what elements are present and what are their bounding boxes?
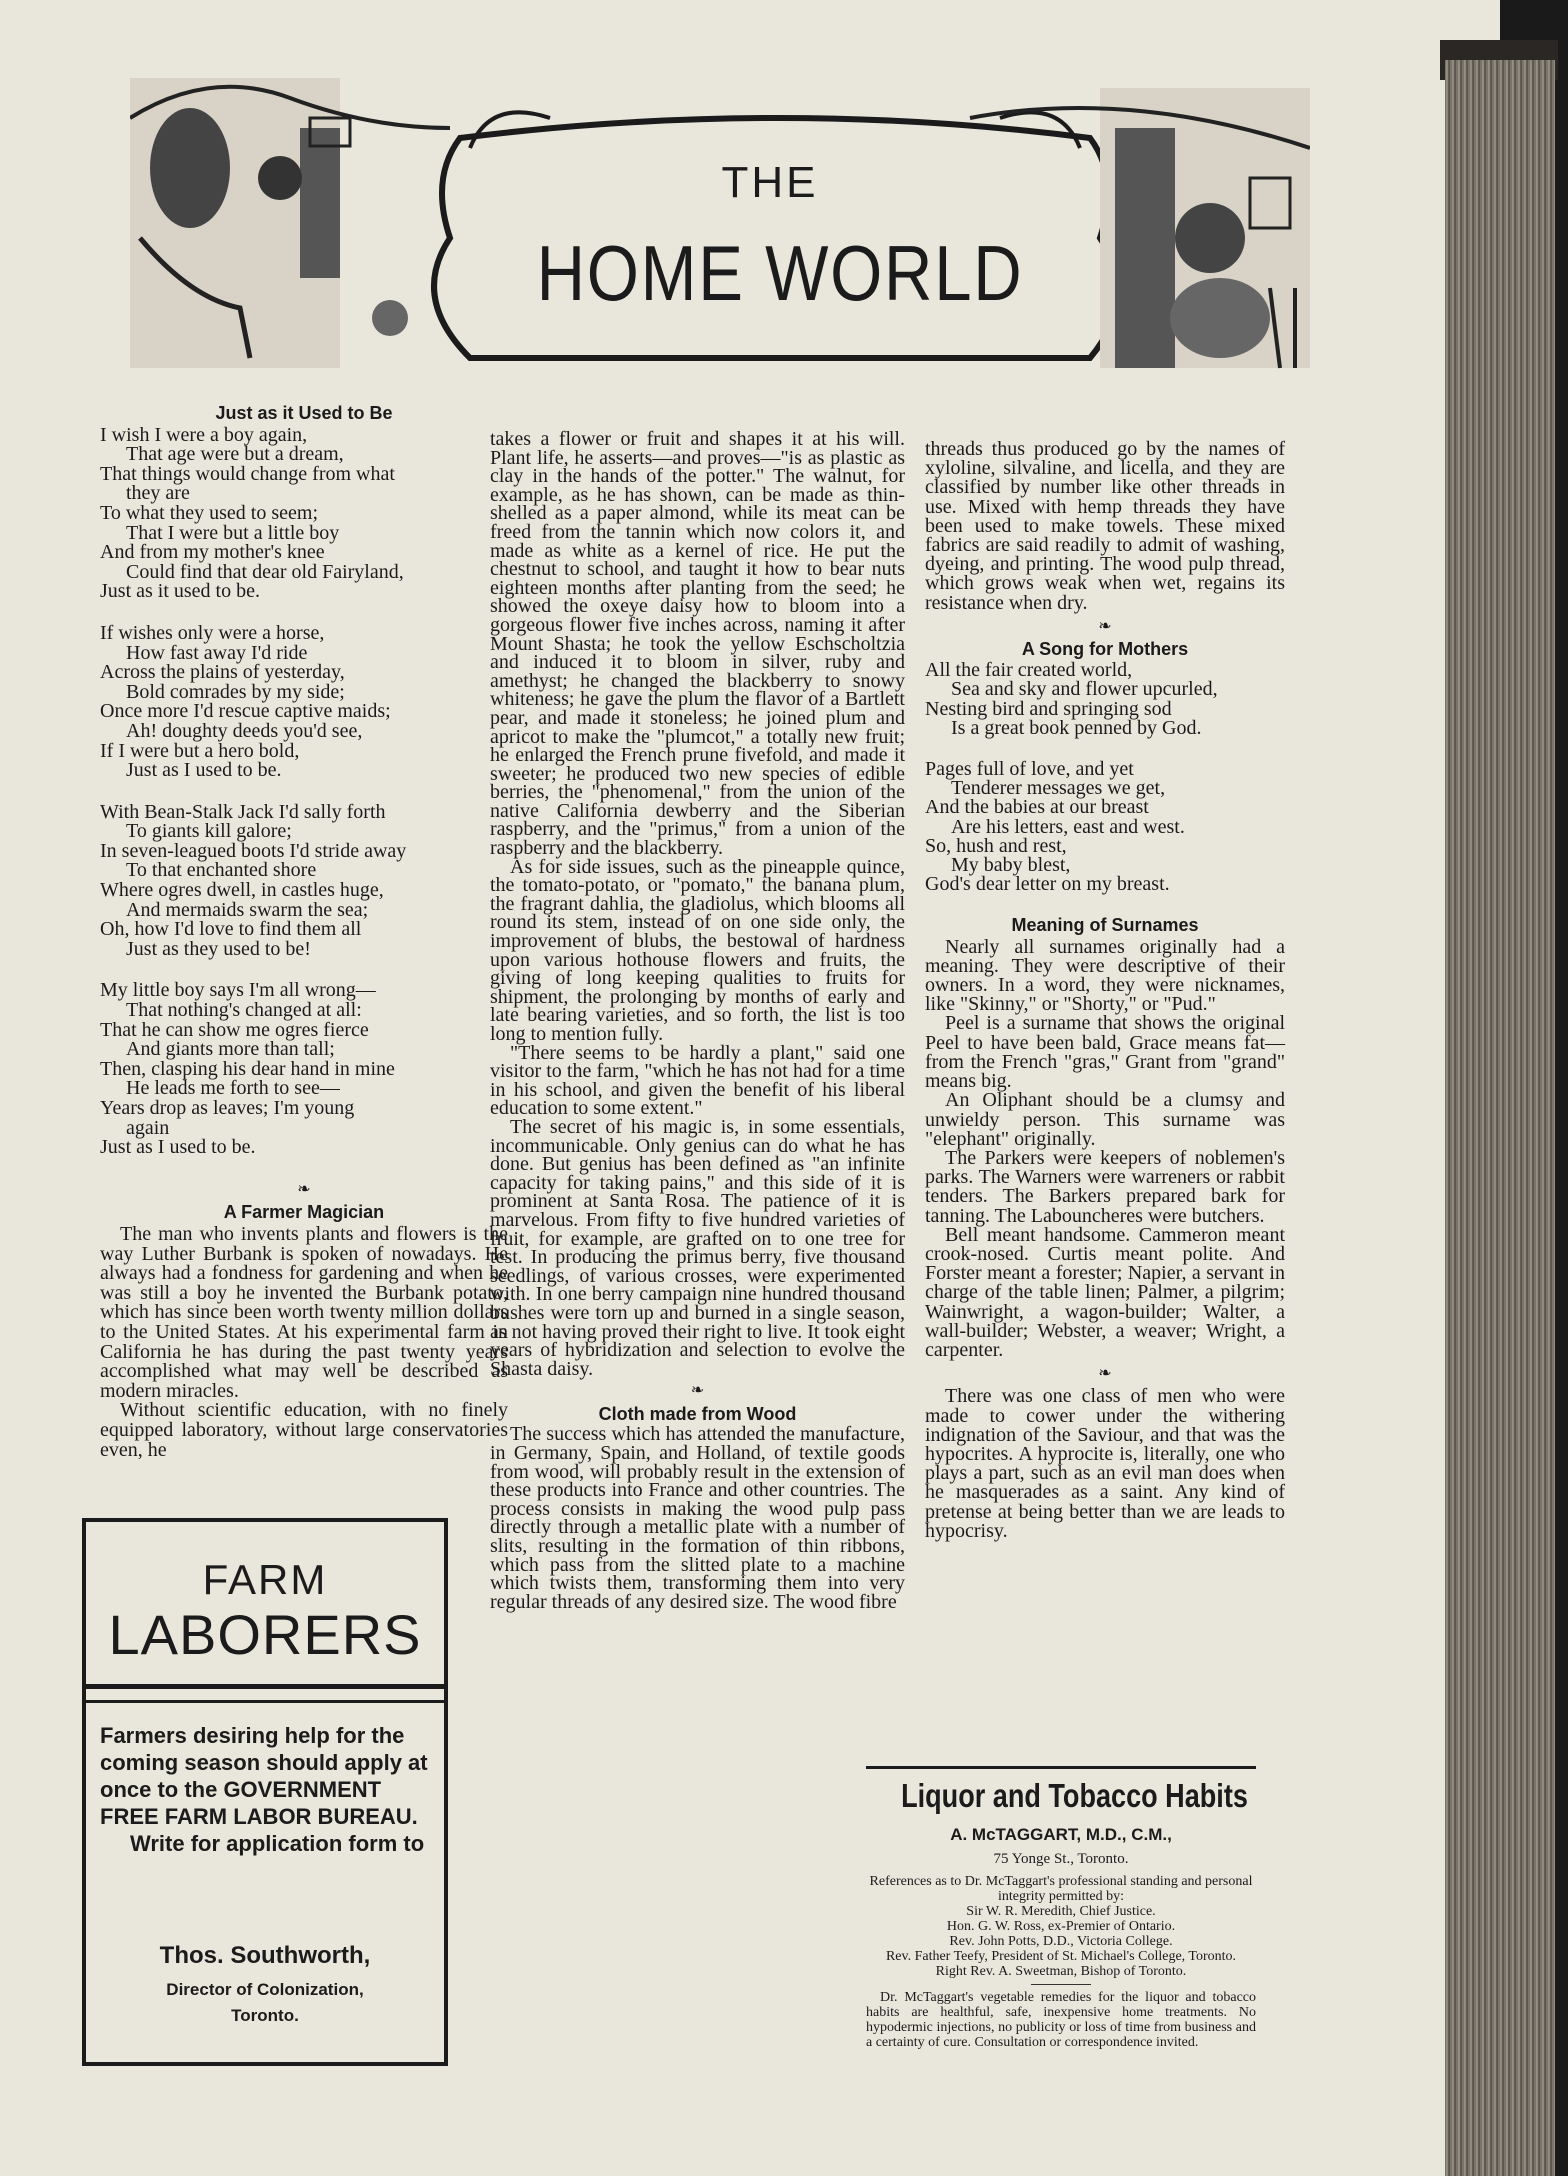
ad-body (100, 1722, 430, 1857)
poem-line: they are (126, 482, 190, 505)
paragraph: Peel is a surname that shows the original Peel to have been bald, Grace means fat—from the French "gras," Grant from "grand" means big. (925, 1012, 1285, 1093)
poem-line: How fast away I'd ride (126, 641, 308, 664)
stanza (925, 760, 1285, 894)
poem-line: To what they used to seem; (100, 501, 318, 524)
ad-title: Director of Colonization, (166, 1980, 364, 1999)
poem-line: Tenderer messages we get, (951, 777, 1166, 800)
poem-line: If I were but a hero bold, (100, 739, 300, 762)
ornament: ❧ (297, 1180, 311, 1198)
poem-line: Then, clasping his dear hand in mine (100, 1057, 395, 1080)
ad-farm-word: FARM (202, 1556, 328, 1603)
paragraph: The success which has attended the manufacture, in Germany, Spain, and Holland, of textile goods from wood, will probably result in the extension of these products into France and other countries. The process consists in making the wood pulp pass directly through a metallic plate with a number of slits, resulting in the formation of thin ribbons, which pass from the slitted plate to a machine which twists them, transforming them into very regular threads of any desired size. The wood fibre (490, 1423, 905, 1613)
ad-reference: Right Rev. A. Sweetman, Bishop of Toronto. (935, 1964, 1187, 1979)
column-3 (925, 440, 1285, 1541)
ad-divider (86, 1700, 444, 1703)
ad-signature (86, 1942, 444, 2026)
poem-line: God's dear letter on my breast. (925, 873, 1170, 896)
poem-line: He leads me forth to see— (126, 1077, 340, 1100)
poem-line: To that enchanted shore (126, 859, 317, 882)
paragraph: Nearly all surnames originally had a meaning. They were descriptive of their owners. In a word, they were nicknames, like "Skinny," or "Shorty," or "Pud." (925, 935, 1285, 1016)
poem-line: Nesting bird and springing sod (925, 697, 1172, 720)
masthead (130, 58, 1310, 388)
child-figure (258, 156, 302, 200)
poem-line: And the babies at our breast (925, 796, 1149, 819)
ad-top-rule (866, 1766, 1256, 1769)
poem-line: Years drop as leaves; I'm young (100, 1097, 355, 1119)
right-curtain (1115, 128, 1175, 368)
ad-headline: Liquor and Tobacco Habits (901, 1777, 1248, 1814)
paragraph: The secret of his magic is, in some essentials, incommunicable. Only genius can do what he has done. But genius has been defined as "an infinite capacity for taking pains," and this side of it is prominent at Santa Rosa. The patience of it is marvelous. From fifty to five hundred varieties of fruit, for example, are grafted on to one tree for test. In producing the primus berry, five thousand seedlings, of various crosses, were experimented with. In one berry campaign nine hundred thousand bushes were torn up and burned in a single season, as not having proved their right to live. It took eight years of hybridization and selection to evolve the Shasta daisy. (490, 1115, 905, 1380)
ornament: ❧ (1098, 617, 1112, 635)
poem-line: Where ogres dwell, in castles huge, (100, 879, 384, 902)
ad-references-intro: References as to Dr. McTaggart's professional standing and personal integrity permitted by: (869, 1874, 1253, 1904)
poem-line: Sea and sky and flower upcurled, (951, 678, 1218, 701)
poem-line: My baby blest, (951, 854, 1071, 877)
woman-figure (150, 108, 230, 228)
article-surnames (925, 916, 1285, 1360)
poem-line: In seven-leagued boots I'd stride away (100, 839, 407, 862)
ad-address: 75 Yonge St., Toronto. (993, 1851, 1129, 1867)
ad-reference: Sir W. R. Meredith, Chief Justice. (966, 1904, 1156, 1919)
paragraph: threads thus produced go by the names of xyloline, silvaline, and licella, and they are classified by number like other threads in use. Mixed with hemp threads they have been used to make towels. These mixed fabrics are said readily to admit of washing, dyeing, and printing. The wood pulp thread, which grows weak when wet, regains its resistance when dry. (925, 438, 1285, 614)
farm-laborers-ad (82, 1518, 448, 2066)
ad-references (866, 1874, 1256, 2050)
poem-line: Is a great book penned by God. (951, 716, 1202, 739)
paragraph: As for side issues, such as the pineapple quince, the tomato-potato, or "pomato," the banana plum, the fragrant dahlia, the gladiolus, which blooms all round its stem, instead of on one side only, the improvement of blubs, the bestowal of hardness upon various hothouse flowers and fruits, the giving of long keeping qualities to fruits for shipment, the prolonging by months of early and late bearing varieties, and so forth, the list is too long to mention fully. (490, 855, 905, 1045)
article-title: A Farmer Magician (223, 1202, 385, 1223)
poem-line: again (126, 1116, 170, 1139)
article-cloth-continued (925, 440, 1285, 613)
article-title: Cloth made from Wood (598, 1403, 797, 1424)
poem-stanzas (925, 661, 1285, 894)
paragraph: An Oliphant should be a clumsy and unwieldy person. This surname was "elephant" originally. (925, 1089, 1285, 1150)
poem-line: That age were but a dream, (126, 443, 344, 466)
mother-dress (1170, 278, 1270, 358)
poem-line: That he can show me ogres fierce (100, 1018, 369, 1041)
paragraph: Bell meant handsome. Cammeron meant crook-nosed. Curtis meant polite. And Forster meant a forester; Napier, a servant in charge of the table linen; Palmer, a pilgrim; Wainwright, a wagon-builder; Walter, a wall-builder; Webster, a weaver; Wright, a carpenter. (925, 1223, 1285, 1361)
paragraph: There was one class of men who were made to cower under the withering indignation of the Saviour, and that was the hypocrites. A hyprocite is, literally, one who plays a part, such as an evil man does when he masquerades as a saint. Any kind of pretense at being better than we are leads to hypocrisy. (925, 1385, 1285, 1542)
poem-line: That I were but a little boy (126, 521, 340, 544)
poem-line: My little boy says I'm all wrong— (100, 979, 376, 1002)
paragraph: The man who invents plants and flowers is the way Luther Burbank is spoken of nowadays. He always had a fondness for gardening and when he was still a boy he invented the Burbank potato, which has since been worth twenty million dollars to the United States. At his experimental farm in California he has during the past twenty years accomplished what may well be described as modern miracles. (100, 1222, 508, 1402)
ad-city: Toronto. (231, 2006, 299, 2025)
masthead-title: HOME WORLD (536, 229, 1024, 317)
poem-line: And from my mother's knee (100, 541, 325, 564)
poem-line: That nothing's changed at all: (126, 999, 362, 1022)
stanza (100, 621, 508, 782)
ad-name: Thos. Southworth, (159, 1942, 371, 1969)
ad-reference: Hon. G. W. Ross, ex-Premier of Ontario. (946, 1919, 1176, 1934)
ad-rule (1031, 1984, 1091, 1985)
article-title: Meaning of Surnames (1011, 915, 1199, 936)
ad-reference: Rev. John Potts, D.D., Victoria College. (949, 1934, 1173, 1949)
poem-line: And giants more than tall; (126, 1038, 335, 1061)
ad-body-text2: Write for application form to (130, 1831, 425, 1856)
poem-line: And mermaids swarm the sea; (126, 898, 369, 921)
poem-just-as-it-used-to-be (100, 404, 508, 1158)
liquor-tobacco-ad (866, 1766, 1256, 2050)
poem-line: Just as they used to be! (126, 937, 311, 960)
masthead-the: THE (721, 158, 819, 207)
ad-reference: Rev. Father Teefy, President of St. Michael's College, Toronto. (885, 1949, 1237, 1964)
article-farmer-magician (100, 1203, 508, 1460)
stanza (925, 661, 1285, 738)
stanza (100, 423, 508, 603)
poem-line: Ah! doughty deeds you'd see, (126, 719, 363, 742)
poem-title: A Song for Mothers (1021, 639, 1189, 660)
paragraph: The Parkers were keepers of noblemen's parks. The Warners were warreners or rabbit tenders. The Barkers prepared bark for tanning. The Labouncheres were butchers. (925, 1146, 1285, 1227)
masthead-illustration (130, 58, 1310, 388)
poem-song-for-mothers (925, 640, 1285, 894)
ad-body-text: Farmers desiring help for the coming season should apply at once to the GOVERNMENT FREE FARM LABOR BUREAU. (100, 1723, 428, 1829)
ad-doctor: A. McTAGGART, M.D., C.M., (950, 1825, 1172, 1844)
poem-line: Once more I'd rescue captive maids; (100, 700, 391, 723)
poem-line: Pages full of love, and yet (925, 758, 1134, 781)
poem-line: Across the plains of yesterday, (100, 661, 345, 684)
poem-line: To giants kill galore; (126, 820, 292, 843)
poem-line: Just as I used to be. (100, 1136, 256, 1159)
poem-stanzas (100, 423, 508, 1159)
poem-line: Are his letters, east and west. (951, 815, 1185, 838)
column-1 (100, 400, 508, 1460)
column-2 (490, 430, 905, 1611)
poem-line: Could find that dear old Fairyland, (126, 560, 404, 583)
poem-line: Bold comrades by my side; (126, 680, 345, 703)
poem-line: Just as it used to be. (100, 580, 260, 603)
article-hypocrites (925, 1387, 1285, 1541)
poem-title: Just as it Used to Be (215, 403, 393, 423)
left-curtain (300, 128, 340, 278)
stanza (100, 800, 508, 960)
ad-remedy: Dr. McTaggart's vegetable remedies for the liquor and tobacco habits are healthful, safe, inexpensive home treatments. No hypodermic injections, no publicity or loss of time from business and a certainty of cure. Consultation or correspondence invited. (866, 1990, 1256, 2050)
book-page-edges (1445, 60, 1555, 2176)
poem-line: If wishes only were a horse, (100, 621, 325, 644)
paragraph: takes a flower or fruit and shapes it at his will. Plant life, he asserts—and proves—"is as plastic as clay in the hands of the potter." The walnut, for example, as he has shown, can be made as thin-shelled as a paper almond, while its meat can be freed from the tannin which now colors it, and made as white as a kernel of rice. He put the chestnut to school, and taught it how to bear nuts eighteen months after planting from the seed; he showed the oxeye daisy how to bloom into a gorgeous flower five inches across, naming it after Mount Shasta; he took the yellow Eschscholtzia and induced it to bloom in silver, ruby and amethyst; he changed the blackberry to snowy whiteness; he gave the plum the flavor of a Bartlett pear, and made it stoneless; he joined plum and apricot to make the "plumcot," a totally new fruit; he enlarged the French prune fivefold, and made it sweeter; he produced two new species of edible berries, the "phenomenal," from the union of the native California dewberry and the Siberian raspberry, and the "primus," from a union of the raspberry and the blackberry. (490, 428, 905, 860)
paragraph: Without scientific education, with no finely equipped laboratory, without large conservatories even, he (100, 1399, 508, 1461)
poem-line: With Bean-Stalk Jack I'd sally forth (100, 800, 386, 823)
poem-line: So, hush and rest, (925, 834, 1067, 857)
ornament: ❧ (1098, 1365, 1112, 1383)
poem-line: I wish I were a boy again, (100, 423, 308, 446)
ornament: ❧ (690, 1382, 705, 1400)
ad-laborers-word: LABORERS (108, 1603, 422, 1666)
poem-line: That things would change from what (100, 462, 395, 485)
poem-line: Just as I used to be. (126, 759, 282, 782)
stanza (100, 981, 508, 1157)
paragraph: "There seems to be hardly a plant," said one visitor to the farm, "which he has not had for a time in his school, and given the benefit of his liberal education to some extent." (490, 1041, 905, 1120)
poem-line: All the fair created world, (925, 659, 1133, 682)
doll-figure (372, 300, 408, 336)
poem-line: Oh, how I'd love to find them all (100, 918, 362, 941)
mother-figure (1175, 203, 1245, 273)
